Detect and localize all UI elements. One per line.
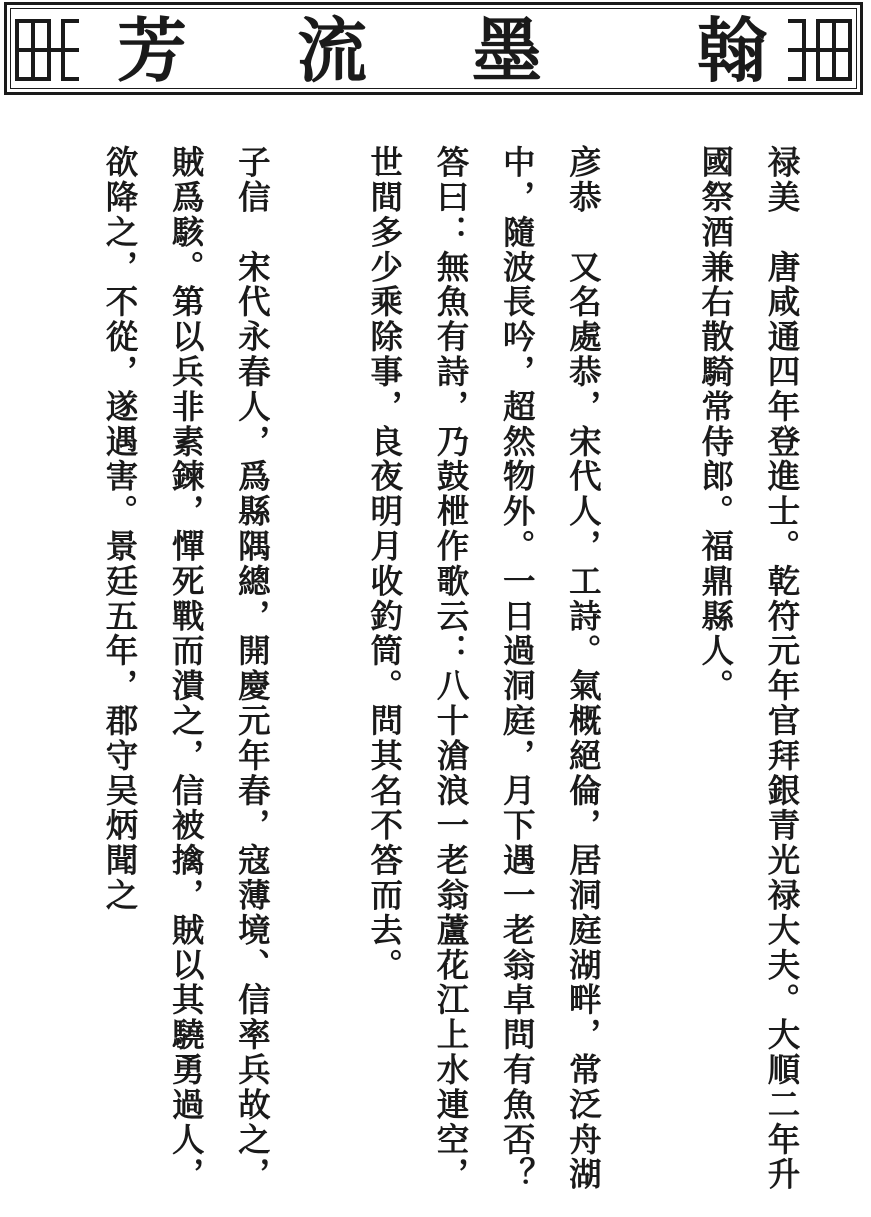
entry-name: 子信	[233, 145, 273, 215]
entry-paragraph: 又名處恭，宋代人，工詩。氣概絕倫，居洞庭湖畔，常泛舟湖中，隨波長吟，超然物外。一日過洞庭，月下遇一老翁卓問有魚否？答曰：無魚有詩，乃鼓枻作歌云：八十滄浪一老翁蘆花江上水連空，世間多少乘除事，良夜明月收釣筒。問其名不答而去。	[365, 145, 604, 1193]
header-title-char-3: 流	[297, 9, 367, 92]
column-spacer	[285, 145, 351, 1210]
vertical-body-text	[87, 145, 815, 1210]
entry-luomei	[683, 145, 815, 1210]
entry-yangong	[352, 145, 617, 1210]
fret-ornament-left	[13, 11, 83, 89]
entry-paragraph: 唐咸通四年登進士。乾符元年官拜銀青光禄大夫。大順二年升國祭酒兼右散騎常侍郎。福鼎縣人。	[696, 145, 802, 1193]
name-gap	[763, 215, 802, 250]
entry-paragraph: 宋代永春人，爲縣隅總，開慶元年春，寇薄境、信率兵故之，賊爲駭。第以兵非素鍊，憚死戰而潰之，信被擒，賊以其驍勇過人，欲降之，不從，遂遇害。景廷五年，郡守吴炳聞之	[101, 145, 273, 1193]
header-title-char-2: 墨	[472, 9, 542, 92]
column-spacer	[616, 145, 682, 1210]
page-header-frame	[4, 2, 863, 95]
header-title-char-4: 芳	[117, 9, 187, 92]
name-gap	[564, 215, 603, 250]
entry-name: 禄美	[763, 145, 802, 215]
fret-ornament-right	[784, 11, 854, 89]
header-title-char-1: 翰	[697, 9, 767, 92]
name-gap	[233, 215, 272, 250]
entry-name: 彦恭	[564, 145, 604, 215]
entry-zixin	[87, 145, 286, 1210]
